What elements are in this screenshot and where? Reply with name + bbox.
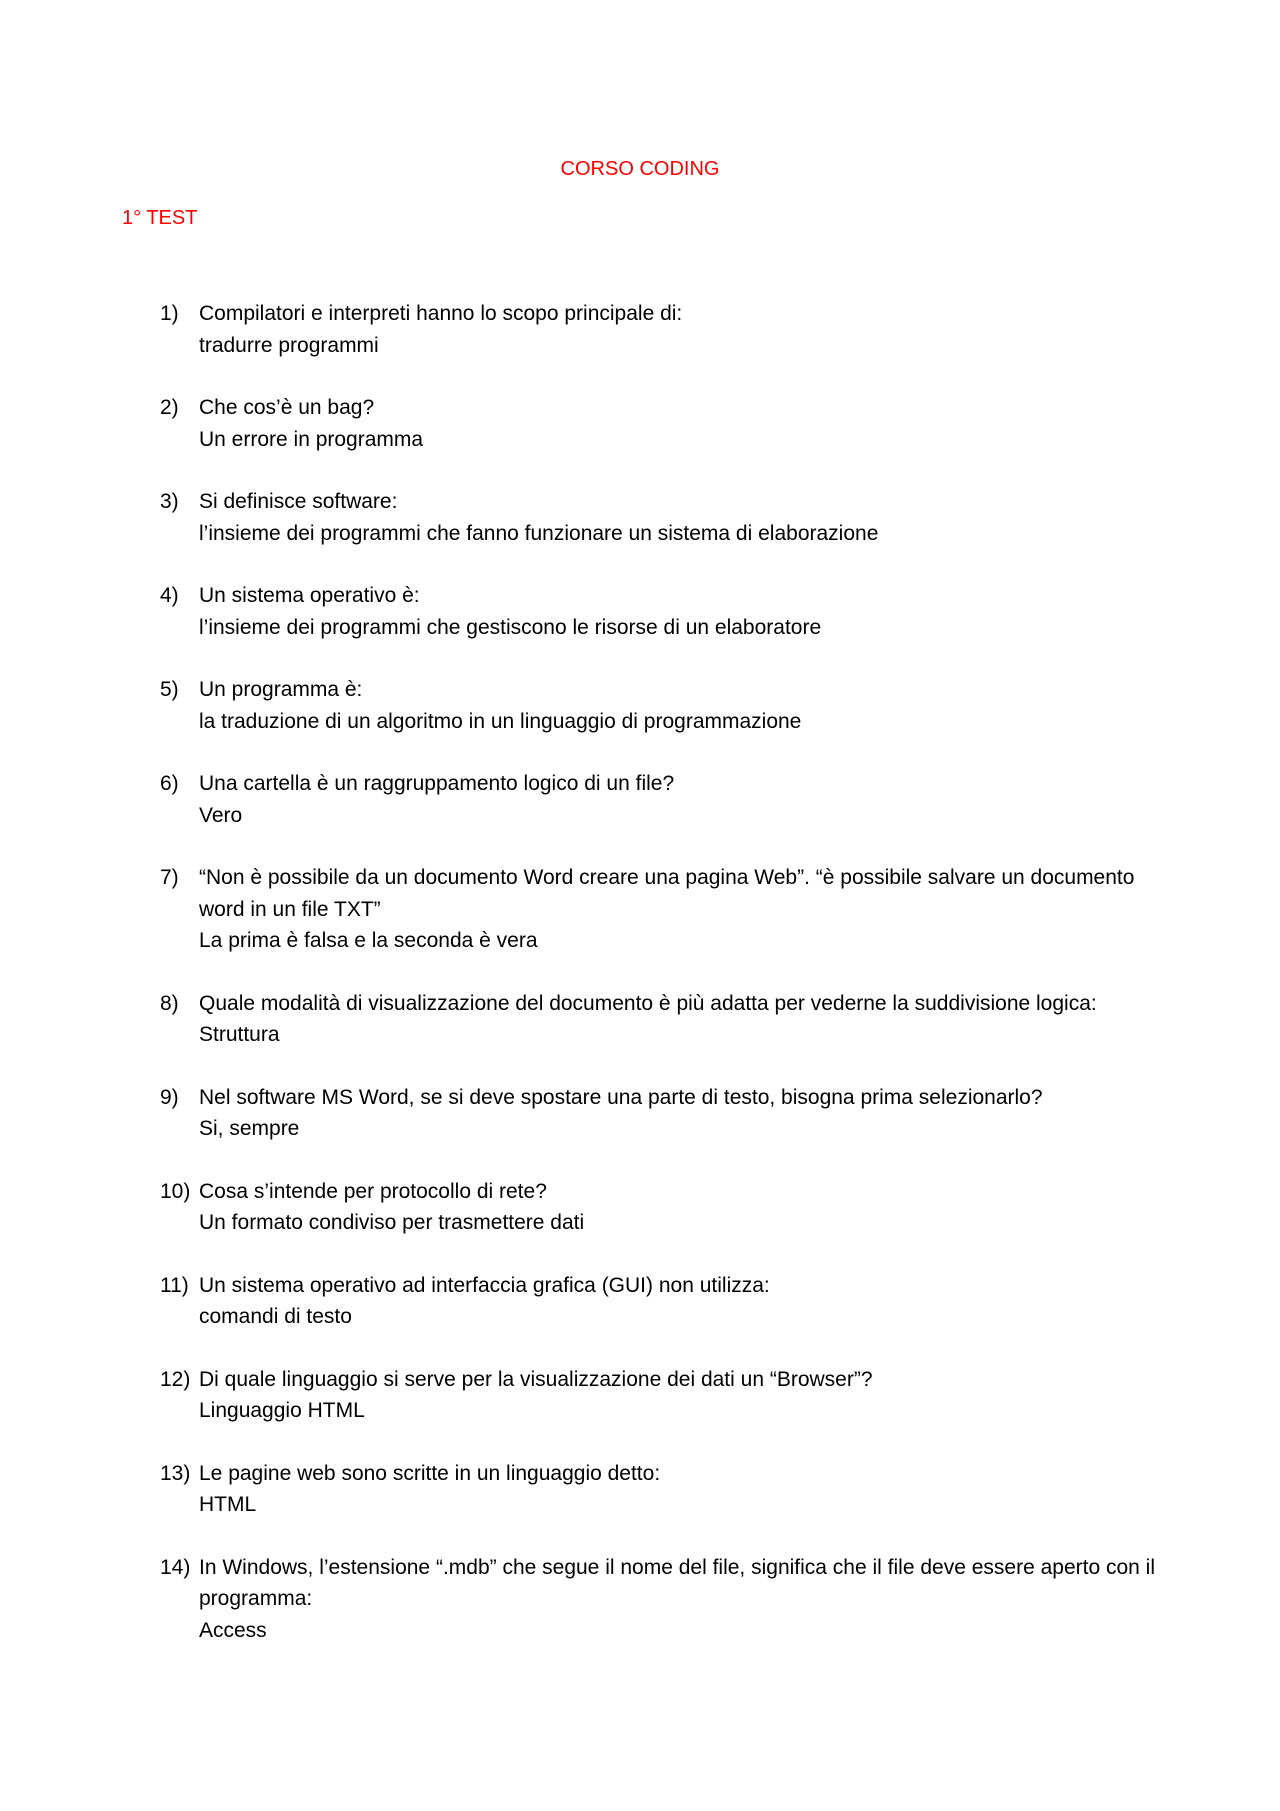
question-item xyxy=(160,674,1160,737)
question-text: Quale modalità di visualizzazione del documento è più adatta per vederne la suddivisione logica: xyxy=(199,991,1097,1015)
answer-text: HTML xyxy=(199,1493,257,1516)
question-item xyxy=(160,1458,1160,1521)
answer-text: Linguaggio HTML xyxy=(199,1399,365,1422)
answer-text: comandi di testo xyxy=(199,1305,352,1328)
question-text: Un sistema operativo ad interfaccia grafica (GUI) non utilizza: xyxy=(199,1273,770,1297)
question-text: Un sistema operativo è: xyxy=(199,584,420,607)
answer-text: La prima è falsa e la seconda è vera xyxy=(199,929,538,952)
question-number: 14) xyxy=(160,1555,191,1579)
question-number: 2) xyxy=(160,396,179,419)
question-item xyxy=(160,1270,1160,1333)
question-text: In Windows, l’estensione “.mdb” che segue il nome del file, significa che il file deve essere aperto con il programma: xyxy=(199,1555,1155,1610)
question-item xyxy=(160,862,1160,957)
question-number: 9) xyxy=(160,1085,179,1109)
question-item xyxy=(160,1552,1160,1647)
question-item xyxy=(160,392,1160,455)
answer-text: l’insieme dei programmi che fanno funzionare un sistema di elaborazione xyxy=(199,521,879,545)
question-item xyxy=(160,486,1160,549)
question-text: Una cartella è un raggruppamento logico di un file? xyxy=(199,772,675,795)
question-number: 8) xyxy=(160,991,179,1015)
question-item xyxy=(160,580,1160,643)
question-number: 4) xyxy=(160,584,179,607)
question-item xyxy=(160,1176,1160,1239)
question-item xyxy=(160,1082,1160,1145)
question-text: Un programma è: xyxy=(199,678,363,701)
answer-text: Struttura xyxy=(199,1023,280,1046)
question-number: 1) xyxy=(160,302,179,325)
question-list xyxy=(160,298,1160,1677)
question-text: Si definisce software: xyxy=(199,490,398,513)
test-heading: 1° TEST xyxy=(122,207,198,229)
answer-text: Access xyxy=(199,1618,267,1642)
question-item xyxy=(160,1364,1160,1427)
answer-text: Un errore in programma xyxy=(199,427,424,451)
answer-text: Si, sempre xyxy=(199,1117,300,1140)
question-item xyxy=(160,768,1160,831)
question-number: 7) xyxy=(160,866,179,889)
question-number: 12) xyxy=(160,1367,191,1391)
question-text: Nel software MS Word, se si deve spostare una parte di testo, bisogna prima selezionarlo? xyxy=(199,1085,1043,1109)
document-title: CORSO CODING xyxy=(560,158,720,180)
question-text: Cosa s’intende per protocollo di rete? xyxy=(199,1179,547,1203)
answer-text: Vero xyxy=(199,803,243,827)
question-text: “Non è possibile da un documento Word creare una pagina Web”. “è possibile salvare un documento word in un file TXT” xyxy=(199,866,1135,921)
answer-text: Un formato condiviso per trasmettere dati xyxy=(199,1211,585,1234)
question-text: Di quale linguaggio si serve per la visualizzazione dei dati un “Browser”? xyxy=(199,1367,873,1391)
question-number: 6) xyxy=(160,772,179,795)
question-text: Compilatori e interpreti hanno lo scopo principale di: xyxy=(199,302,683,325)
question-number: 10) xyxy=(160,1179,191,1203)
answer-text: l’insieme dei programmi che gestiscono le risorse di un elaboratore xyxy=(199,615,822,639)
question-number: 5) xyxy=(160,678,179,701)
question-text: Che cos’è un bag? xyxy=(199,396,375,419)
question-number: 3) xyxy=(160,490,179,513)
question-number: 13) xyxy=(160,1461,191,1485)
answer-text: tradurre programmi xyxy=(199,333,379,357)
question-item xyxy=(160,988,1160,1051)
question-number: 11) xyxy=(160,1273,189,1297)
question-text: Le pagine web sono scritte in un linguaggio detto: xyxy=(199,1461,661,1485)
answer-text: la traduzione di un algoritmo in un linguaggio di programmazione xyxy=(199,709,802,733)
question-item xyxy=(160,298,1160,361)
